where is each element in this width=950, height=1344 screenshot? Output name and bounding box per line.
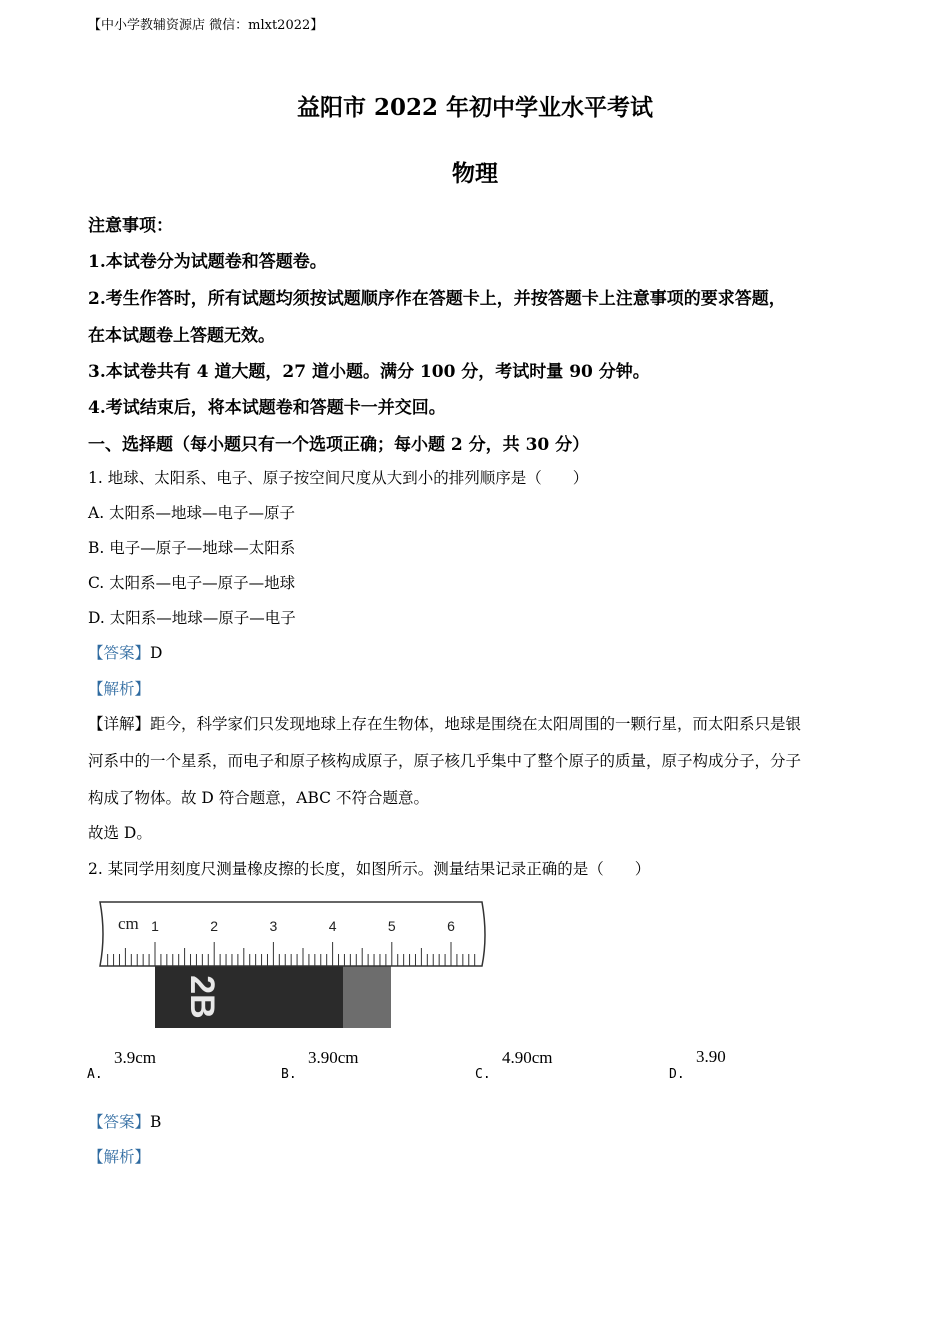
question-1-answer [88, 641, 162, 663]
ruler-figure [96, 898, 490, 1030]
question-2-option-letter: D. [669, 1067, 685, 1082]
question-2-stem: 2. 某同学用刻度尺测量橡皮擦的长度，如图所示。测量结果记录正确的是（ ） [88, 860, 651, 878]
answer-tag: 【答案】 [88, 1113, 151, 1131]
exam-title: 益阳市 2022 年初中学业水平考试 [296, 94, 654, 121]
ruler-number: 4 [328, 918, 337, 934]
ruler-number: 3 [269, 918, 278, 934]
ruler-unit: cm [118, 914, 139, 933]
notice-item: 2.考生作答时，所有试题均须按试题顺序作在答题卡上，并按答题卡上注意事项的要求答题， [88, 289, 786, 309]
question-1-option: C. 太阳系—电子—原子—地球 [88, 574, 296, 592]
question-2-option-letter: A. [87, 1067, 103, 1082]
question-1-option: D. 太阳系—地球—原子—电子 [88, 609, 296, 627]
conclusion: 故选 D。 [88, 824, 152, 842]
question-2-option-value: 4.90cm [502, 1048, 553, 1067]
answer-value: D [150, 644, 163, 662]
detail-line: 河系中的一个星系，而电子和原子核构成原子，原子核几乎集中了整个原子的质量，原子构成分子，分子 [88, 752, 802, 770]
analysis-tag: 【解析】 [88, 680, 151, 698]
ruler-number: 1 [151, 918, 159, 934]
question-1-stem: 1. 地球、太阳系、电子、原子按空间尺度从大到小的排列顺序是（ ） [88, 469, 589, 487]
notice-item: 4.考试结束后，将本试题卷和答题卡一并交回。 [88, 398, 446, 418]
question-1-option: A. 太阳系—地球—电子—原子 [88, 504, 296, 522]
detail-line: 构成了物体。故 D 符合题意，ABC 不符合题意。 [88, 789, 429, 807]
notice-heading: 注意事项： [88, 216, 173, 236]
ruler-number: 2 [210, 918, 219, 934]
detail-text: 距今，科学家们只发现地球上存在生物体，地球是围绕在太阳周围的一颗行星，而太阳系只是银 [150, 715, 802, 733]
section-heading: 一、选择题（每小题只有一个选项正确；每小题 2 分，共 30 分） [88, 435, 590, 455]
question-2-answer [88, 1110, 161, 1132]
eraser-label: 2B [183, 975, 222, 1019]
ruler-number: 6 [447, 918, 455, 934]
detail-tag: 【详解】 [88, 715, 151, 733]
question-2-option-letter: C. [475, 1067, 491, 1082]
question-2-option-letter: B. [281, 1067, 297, 1082]
ruler-illustration [96, 898, 490, 1030]
notice-item: 1.本试卷分为试题卷和答题卷。 [88, 252, 327, 272]
resource-header: 【中小学教辅资源店 微信：mlxt2022】 [88, 18, 324, 33]
question-2-option-value: 3.90cm [308, 1048, 359, 1067]
answer-value: B [150, 1113, 162, 1131]
analysis-tag: 【解析】 [88, 1148, 151, 1166]
question-2-option-value: 3.90 [696, 1047, 726, 1066]
detail-line [88, 712, 801, 734]
notice-item: 3.本试卷共有 4 道大题，27 道小题。满分 100 分，考试时量 90 分钟。 [88, 362, 650, 382]
ruler-number: 5 [387, 918, 396, 934]
exam-subject: 物理 [452, 160, 498, 187]
notice-item: 在本试题卷上答题无效。 [88, 326, 275, 346]
eraser-sleeve [343, 966, 391, 1028]
question-1-option: B. 电子—原子—地球—太阳系 [88, 539, 296, 557]
question-2-option-value: 3.9cm [114, 1048, 157, 1067]
answer-tag: 【答案】 [88, 644, 151, 662]
